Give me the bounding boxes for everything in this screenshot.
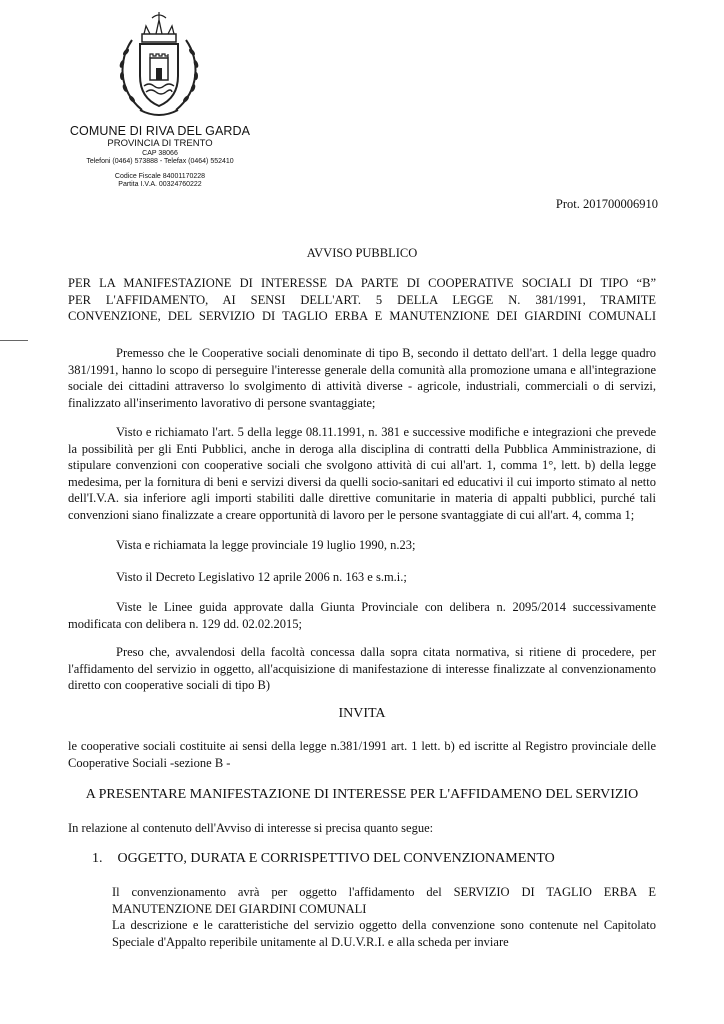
org-vat: Partita I.V.A. 00324760222 (118, 181, 202, 189)
call-to-action-heading: A PRESENTARE MANIFESTAZIONE DI INTERESSE PER L'AFFIDAMENO DEL SERVIZIO (85, 787, 639, 802)
paragraph-viste-text: Viste le Linee guida approvate dalla Giunta Provinciale con delibera n. 2095/2014 successivamente modificata con delibera n. 129 dd. 02.02.2015; (68, 600, 656, 631)
org-name: COMUNE DI RIVA DEL GARDA (69, 124, 251, 138)
recipients-paragraph (68, 738, 656, 771)
paragraph-vista-text: Vista e richiamata la legge provinciale 19 luglio 1990, n.23; (116, 538, 416, 552)
paragraph-visto-dlgs-text: Visto il Decreto Legislativo 12 aprile 2006 n. 163 e s.m.i.; (116, 570, 407, 584)
section-1-number: 1. (92, 851, 103, 866)
subject-line-3: CONVENZIONE, DEL SERVIZIO DI TAGLIO ERBA E MANUTENZIONE DEI GIARDINI COMUNALI (68, 309, 656, 324)
org-province: PROVINCIA DI TRENTO (107, 138, 213, 150)
paragraph-premesso-text: Premesso che le Cooperative sociali denominate di tipo B, secondo il dettato dell'art. 1 della legge quadro 381/1991, hanno lo scopo di perseguire l'interesse generale della comunità alla promozione umana e all'integrazione sociale dei cittadini attraverso lo svolgimento di attività diverse - agricole, industriali, commerciali o di servizi, finalizzato all'inserimento lavorativo di persone svantaggiate; (68, 346, 656, 410)
org-phones: Telefoni (0464) 573888 - Telefax (0464) 552410 (86, 158, 234, 166)
section-1-text-1: Il convenzionamento avrà per oggetto l'affidamento del SERVIZIO DI TAGLIO ERBA E MANUTENZIONE DEI GIARDINI COMUNALI (112, 885, 656, 916)
paragraph-visto-dlgs (68, 569, 656, 586)
subject-line-2: PER L'AFFIDAMENTO, AI SENSI DELL'ART. 5 DELLA LEGGE N. 381/1991, TRAMITE (68, 292, 656, 307)
protocol-number: Prot. 201700006910 (555, 197, 658, 211)
recipients-text: le cooperative sociali costituite ai sensi della legge n.381/1991 art. 1 lett. b) ed iscritte al Registro provinciale delle Cooperative Sociali -sezione B - (68, 739, 656, 770)
org-cap: CAP 38066 (142, 150, 178, 158)
notice-subject (68, 275, 656, 325)
section-1-title: OGGETTO, DURATA E CORRISPETTIVO DEL CONVENZIONAMENTO (117, 851, 555, 866)
org-fiscal-code: Codice Fiscale 84001170228 (114, 173, 206, 181)
invita-heading: INVITA (338, 706, 386, 721)
section-1-text-2: La descrizione e le caratteristiche del servizio oggetto della convenzione sono contenute nel Capitolato Speciale d'Appalto reperibile unitamente al D.U.V.R.I. e alla scheda per inviare (112, 918, 656, 949)
paragraph-preso (68, 644, 656, 694)
section-1-heading (92, 851, 656, 868)
intro-line: In relazione al contenuto dell'Avviso di interesse si precisa quanto segue: (68, 821, 434, 835)
paragraph-visto-art5 (68, 424, 656, 524)
subject-line-1: PER LA MANIFESTAZIONE DI INTERESSE DA PARTE DI COOPERATIVE SOCIALI DI TIPO “B” (68, 276, 656, 290)
paragraph-preso-text: Preso che, avvalendosi della facoltà concessa dalla sopra citata normativa, si ritiene di procedere, per l'affidamento del servizio in oggetto, all'acquisizione di manifestazione di interesse finalizzate al convenzionamento diretto con cooperative sociali di tipo B) (68, 645, 656, 693)
paragraph-vista (68, 537, 656, 554)
paragraph-viste (68, 599, 656, 632)
paragraph-visto-art5-text: Visto e richiamato l'art. 5 della legge 08.11.1991, n. 381 e successive modifiche e integrazioni che prevede la possibilità per gli Enti Pubblici, anche in deroga alla disciplina di contratti della Pubblica Amministrazione, di stipulare convenzioni con cooperative sociali che svolgono attività di cui all'art. 1, comma 1°, lett. b) della legge medesima, per la fornitura di beni e servizi diversi da quelli socio-sanitari ed educativi il cui importo stimato al netto dell'I.V.A. sia inferiore agli importi stabiliti dalle direttive comunitarie in materia di appalti pubblici, purché tali convenzioni siano finalizzate a creare opportunità di lavoro per le persone svantaggiate di cui all'art. 4, comma 1; (68, 425, 656, 522)
section-1-body (112, 884, 656, 950)
municipal-coat-of-arms-icon (112, 10, 206, 122)
organization-header (60, 124, 260, 189)
paragraph-premesso (68, 345, 656, 411)
notice-title: AVVISO PUBBLICO (306, 246, 418, 260)
margin-fold-mark (0, 340, 28, 341)
